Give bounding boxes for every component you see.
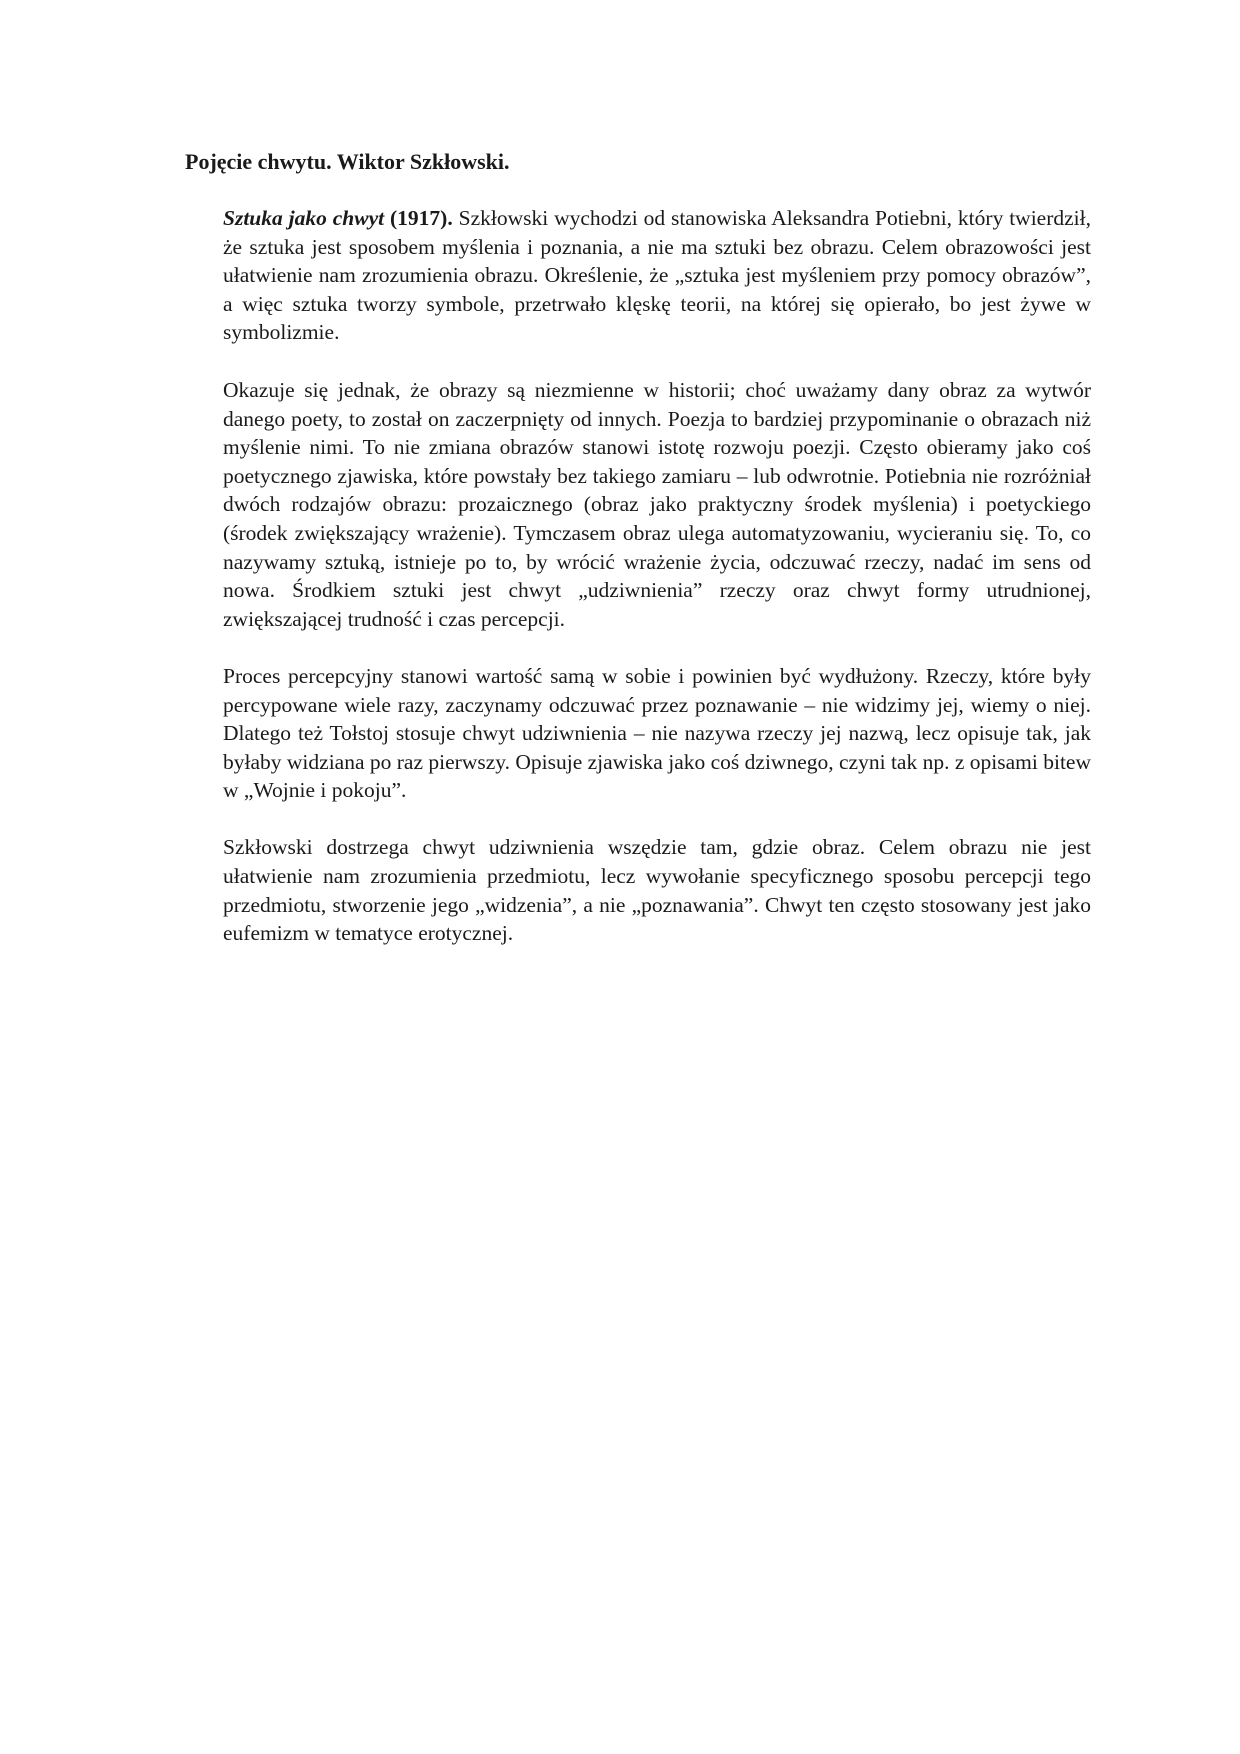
paragraph-1 (223, 204, 1091, 347)
paragraph-3: Proces percepcyjny stanowi wartość samą w sobie i powinien być wydłużony. Rzeczy, które były percypowane wiele razy, zaczynamy odczuwać przez poznawanie – nie widzimy jej, wiemy o niej. Dlatego też Tołstoj stosuje chwyt udziwnienia – nie nazywa rzeczy jej nazwą, lecz opisuje tak, jak byłaby widziana po raz pierwszy. Opisuje zjawiska jako coś dziwnego, czyni tak np. z opisami bitew w „Wojnie i pokoju”. (223, 663, 1091, 803)
paragraph-1-text: Szkłowski wychodzi od stanowiska Aleksandra Potiebni, który twierdził, że sztuka jest sposobem myślenia i poznania, a nie ma sztuki bez obrazu. Celem obrazowości jest ułatwienie nam zrozumienia obrazu. Określenie, że „sztuka jest myśleniem przy pomocy obrazów”, a więc sztuka tworzy symbole, przetrwało klęskę teorii, na której się opierało, bo jest żywe w symbolizmie. (223, 206, 1091, 345)
document-title: Pojęcie chwytu. Wiktor Szkłowski. (185, 149, 510, 174)
paragraph-2: Okazuje się jednak, że obrazy są niezmienne w historii; choć uważamy dany obraz za wytwór danego poety, to został on zaczerpnięty od innych. Poezja to bardziej przypominanie o obrazach niż myślenie nimi. To nie zmiana obrazów stanowi istotę rozwoju poezji. Często obieramy jako coś poetycznego zjawiska, które powstały bez takiego zamiaru – lub odwrotnie. Potiebnia nie rozróżniał dwóch rodzajów obrazu: prozaicznego (obraz jako praktyczny środek myślenia) i poetyckiego (środek zwiększający wrażenie). Tymczasem obraz ulega automatyzowaniu, wycieraniu się. To, co nazywamy sztuką, istnieje po to, by wrócić wrażenie życia, odczuwać rzeczy, nadać im sens od nowa. Środkiem sztuki jest chwyt „udziwnienia” rzeczy oraz chwyt formy utrudnionej, zwiększającej trudność i czas percepcji. (223, 377, 1091, 631)
paragraph-4: Szkłowski dostrzega chwyt udziwnienia wszędzie tam, gdzie obraz. Celem obrazu nie jest ułatwienie nam zrozumienia przedmiotu, lecz wywołanie specyficznego sposobu percepcji tego przedmiotu, stworzenie jego „widzenia”, a nie „poznawania”. Chwyt ten często stosowany jest jako eufemizm w tematyce erotycznej. (223, 835, 1091, 946)
paragraph-1-lead-year: (1917). (390, 206, 453, 230)
document-body (223, 204, 1091, 976)
paragraph-1-lead-title: Sztuka jako chwyt (223, 206, 385, 230)
